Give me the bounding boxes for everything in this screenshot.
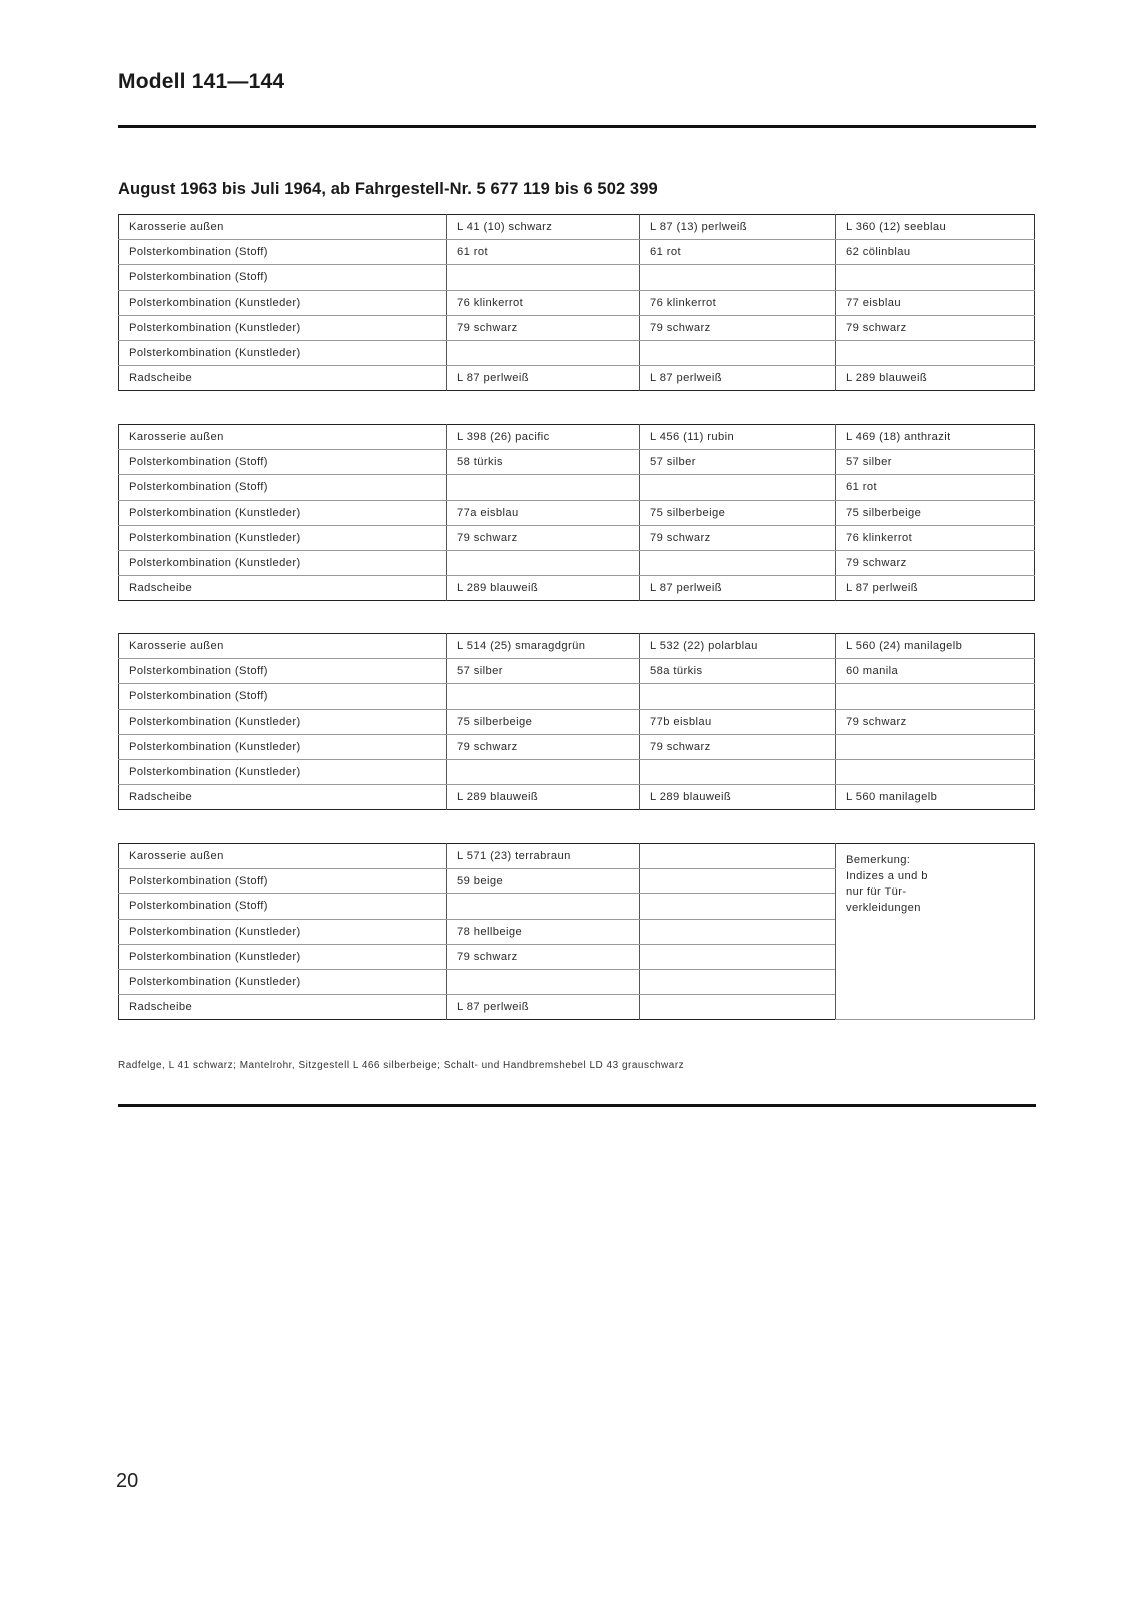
table-row [119,215,1035,240]
row-label: Polsterkombination (Kunstleder) [119,919,447,944]
table-row [119,734,1035,759]
table-cell [447,265,640,290]
table-cell [640,550,836,575]
table-row [119,290,1035,315]
remark-line: Bemerkung: [846,854,911,866]
table-cell: 79 schwarz [640,315,836,340]
table-row [119,634,1035,659]
table-cell: 59 beige [447,869,640,894]
table-cell [640,759,836,784]
remark-note [836,844,1035,1020]
table-cell [640,265,836,290]
table-row [119,450,1035,475]
color-table-2 [118,424,1035,601]
table-cell: L 360 (12) seeblau [836,215,1035,240]
color-table-4 [118,843,1035,1020]
row-label: Polsterkombination (Stoff) [119,659,447,684]
table-cell [640,844,836,869]
row-label: Karosserie außen [119,425,447,450]
row-label: Polsterkombination (Kunstleder) [119,525,447,550]
table-cell: 75 silberbeige [836,500,1035,525]
color-table-3 [118,633,1035,810]
table-cell: L 87 perlweiß [640,576,836,601]
table-cell: L 87 perlweiß [640,366,836,391]
table-row [119,425,1035,450]
table-cell [836,265,1035,290]
page-title: Modell 141—144 [118,70,285,93]
table-cell: 60 manila [836,659,1035,684]
table-cell [447,969,640,994]
table-row [119,709,1035,734]
row-label: Polsterkombination (Kunstleder) [119,759,447,784]
table-cell: L 87 (13) perlweiß [640,215,836,240]
table-row [119,340,1035,365]
table-cell: L 514 (25) smaragdgrün [447,634,640,659]
table-cell: L 289 blauweiß [447,785,640,810]
table-cell [640,869,836,894]
table-row [119,684,1035,709]
row-label: Polsterkombination (Stoff) [119,475,447,500]
table-cell: 79 schwarz [836,550,1035,575]
table-row [119,785,1035,810]
row-label: Polsterkombination (Stoff) [119,869,447,894]
table-row [119,844,1035,869]
table-cell: 61 rot [836,475,1035,500]
table-cell: 77 eisblau [836,290,1035,315]
table-row [119,576,1035,601]
table-cell: 58 türkis [447,450,640,475]
table-cell: 77b eisblau [640,709,836,734]
table-cell: L 87 perlweiß [836,576,1035,601]
table-cell: 75 silberbeige [447,709,640,734]
table-cell: 57 silber [836,450,1035,475]
table-cell: L 469 (18) anthrazit [836,425,1035,450]
table-cell [640,340,836,365]
table-cell [836,759,1035,784]
table-cell: 76 klinkerrot [836,525,1035,550]
table-cell: 78 hellbeige [447,919,640,944]
table-cell: L 560 (24) manilagelb [836,634,1035,659]
table-cell [640,969,836,994]
row-label: Polsterkombination (Kunstleder) [119,315,447,340]
table-cell: L 289 blauweiß [836,366,1035,391]
table-row [119,500,1035,525]
table-cell [836,684,1035,709]
section-subtitle: August 1963 bis Juli 1964, ab Fahrgestell-Nr. 5 677 119 bis 6 502 399 [118,180,658,198]
table-cell [640,944,836,969]
table-cell: L 289 blauweiß [447,576,640,601]
table-cell: 79 schwarz [447,315,640,340]
row-label: Polsterkombination (Stoff) [119,240,447,265]
table-cell: L 532 (22) polarblau [640,634,836,659]
table-cell: L 41 (10) schwarz [447,215,640,240]
table-cell [640,919,836,944]
table-cell: 61 rot [447,240,640,265]
color-table-1 [118,214,1035,391]
row-label: Polsterkombination (Kunstleder) [119,709,447,734]
table-cell: L 87 perlweiß [447,366,640,391]
table-cell: 79 schwarz [447,944,640,969]
row-label: Radscheibe [119,995,447,1020]
row-label: Polsterkombination (Kunstleder) [119,969,447,994]
row-label: Polsterkombination (Stoff) [119,450,447,475]
row-label: Radscheibe [119,785,447,810]
page-number: 20 [116,1470,139,1492]
table-cell: 62 cölinblau [836,240,1035,265]
table-cell [836,734,1035,759]
table-cell: 79 schwarz [640,734,836,759]
row-label: Polsterkombination (Stoff) [119,684,447,709]
table-cell: 58a türkis [640,659,836,684]
table-cell: 79 schwarz [447,734,640,759]
table-cell: 79 schwarz [640,525,836,550]
row-label: Radscheibe [119,576,447,601]
row-label: Karosserie außen [119,634,447,659]
table-cell [447,759,640,784]
table-cell: 76 klinkerrot [447,290,640,315]
remark-line: Indizes a und b [846,870,928,882]
row-label: Polsterkombination (Kunstleder) [119,500,447,525]
table-cell: 79 schwarz [836,315,1035,340]
table-cell: 79 schwarz [836,709,1035,734]
table-cell [447,550,640,575]
table-cell: L 560 manilagelb [836,785,1035,810]
table-cell [640,684,836,709]
footnote: Radfelge, L 41 schwarz; Mantelrohr, Sitzgestell L 466 silberbeige; Schalt- und Handbremshebel LD 43 grauschwarz [118,1060,685,1071]
table-row [119,240,1035,265]
table-cell: L 289 blauweiß [640,785,836,810]
table-cell: 76 klinkerrot [640,290,836,315]
table-row [119,659,1035,684]
table-row [119,315,1035,340]
table-cell: 57 silber [640,450,836,475]
row-label: Polsterkombination (Kunstleder) [119,290,447,315]
table-row [119,759,1035,784]
row-label: Polsterkombination (Kunstleder) [119,944,447,969]
row-label: Polsterkombination (Kunstleder) [119,550,447,575]
table-cell [836,340,1035,365]
table-cell: 61 rot [640,240,836,265]
table-cell: L 398 (26) pacific [447,425,640,450]
table-cell: 57 silber [447,659,640,684]
table-cell [447,684,640,709]
table-cell [640,995,836,1020]
table-row [119,475,1035,500]
top-divider [118,125,1036,128]
bottom-divider [118,1104,1036,1107]
table-cell: 77a eisblau [447,500,640,525]
remark-line: verkleidungen [846,902,921,914]
table-cell [447,475,640,500]
table-cell: 79 schwarz [447,525,640,550]
remark-line: nur für Tür- [846,886,907,898]
table-row [119,550,1035,575]
table-cell [447,340,640,365]
row-label: Polsterkombination (Stoff) [119,265,447,290]
row-label: Karosserie außen [119,215,447,240]
table-cell: L 571 (23) terrabraun [447,844,640,869]
table-cell [640,475,836,500]
row-label: Karosserie außen [119,844,447,869]
table-row [119,525,1035,550]
table-cell [640,894,836,919]
table-row [119,366,1035,391]
table-row [119,265,1035,290]
row-label: Polsterkombination (Kunstleder) [119,734,447,759]
table-cell [447,894,640,919]
table-cell: 75 silberbeige [640,500,836,525]
row-label: Polsterkombination (Kunstleder) [119,340,447,365]
table-cell: L 87 perlweiß [447,995,640,1020]
table-cell: L 456 (11) rubin [640,425,836,450]
row-label: Polsterkombination (Stoff) [119,894,447,919]
row-label: Radscheibe [119,366,447,391]
